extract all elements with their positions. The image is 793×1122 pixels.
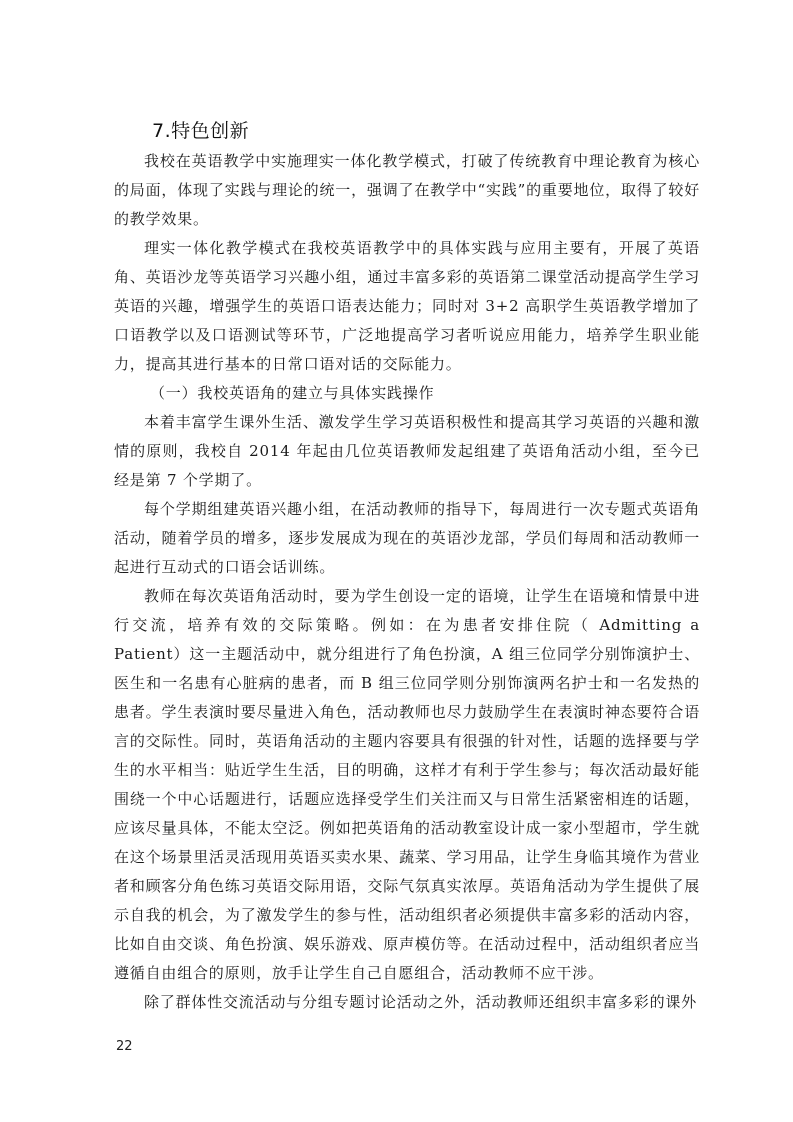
subsection-heading: （一）我校英语角的建立与具体实践操作 [150,384,435,402]
paragraph: 我校在英语教学中实施理实一体化教学模式，打破了传统教育中理论教育为核心的局面，体现了实践与理论的统一，强调了在教学中“实践”的重要地位，取得了较好的教学效果。 [114,152,700,228]
body-text [114,147,700,1017]
paragraph: 理实一体化教学模式在我校英语教学中的具体实践与应用主要有，开展了英语角、英语沙龙等英语学习兴趣小组，通过丰富多彩的英语第二课堂活动提高学生学习英语的兴趣，增强学生的英语口语表达能力；同时对 3+2 高职学生英语教学增加了口语教学以及口语测试等环节，广泛地提高学习者听说应用能力，培养学生职业能力，提高其进行基本的日常口语对话的交际能力。 [114,239,700,373]
paragraph: 本着丰富学生课外生活、激发学生学习英语积极性和提高其学习英语的兴趣和激情的原则，我校自 2014 年起由几位英语教师发起组建了英语角活动小组，至今已经是第 7 个学期了。 [114,413,700,489]
page-number: 22 [116,1039,133,1054]
section-heading: 7.特色创新 [152,120,250,142]
paragraph: 除了群体性交流活动与分组专题讨论活动之外，活动教师还组织丰富多彩的课外 [144,993,698,1011]
paragraph: 每个学期组建英语兴趣小组，在活动教师的指导下，每周进行一次专题式英语角活动，随着学员的增多，逐步发展成为现在的英语沙龙部，学员们每周和活动教师一起进行互动式的口语会话训练。 [114,500,700,576]
paragraph: 教师在每次英语角活动时，要为学生创设一定的语境，让学生在语境和情景中进行交流，培养有效的交际策略。例如：在为患者安排住院（ Admitting a Patient）这一主题活动中，就分组进行了角色扮演，A 组三位同学分别饰演护士、医生和一名患有心脏病的患者，而 B 组三位同学则分别饰演两名护士和一名发热的患者。学生表演时要尽量进入角色，活动教师也尽力鼓励学生在表演时神态要符合语言的交际性。同时，英语角活动的主题内容要具有很强的针对性，话题的选择要与学生的水平相当：贴近学生生活，目的明确，这样才有利于学生参与；每次活动最好能围绕一个中心话题进行，话题应选择受学生们关注而又与日常生活紧密相连的话题，应该尽量具体，不能太空泛。例如把英语角的活动教室设计成一家小型超市，学生就在这个场景里活灵活现用英语买卖水果、蔬菜、学习用品，让学生身临其境作为营业者和顾客分角色练习英语交际用语，交际气氛真实浓厚。英语角活动为学生提供了展示自我的机会，为了激发学生的参与性，活动组织者必须提供丰富多彩的活动内容，比如自由交谈、角色扮演、娱乐游戏、原声模仿等。在活动过程中，活动组织者应当遵循自由组合的原则，放手让学生自己自愿组合，活动教师不应干涉。 [114,587,700,982]
